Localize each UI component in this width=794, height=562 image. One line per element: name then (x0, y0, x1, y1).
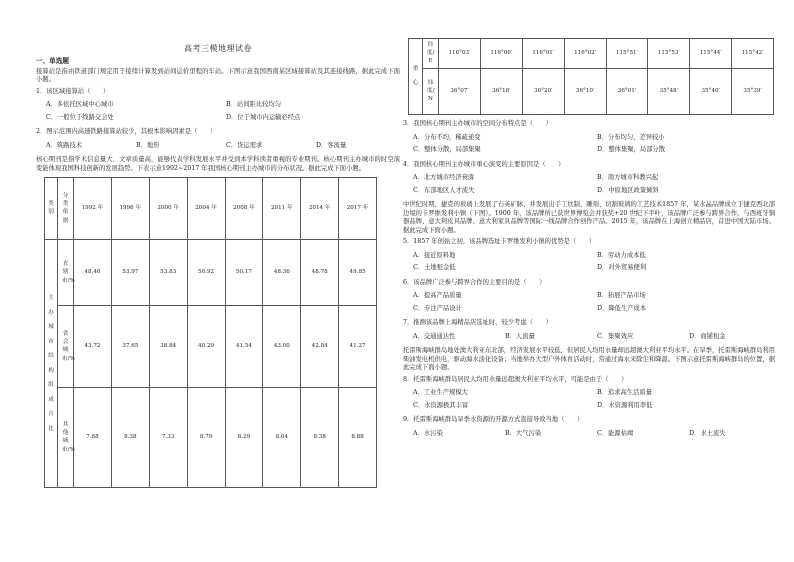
year-header: 2004 年 (187, 178, 225, 240)
option-b: B．大气污染 (505, 429, 542, 437)
option-c: C．专注产品设计 (413, 304, 462, 312)
option-c: C．货运需求 (226, 141, 263, 149)
option-c: C．整体分散，局部集聚 (413, 146, 481, 153)
table-cell: 8.29 (225, 388, 263, 488)
latitude-header: 纬度/N (423, 69, 439, 115)
option-a: A．水污染 (413, 429, 443, 437)
longitude-header: 经度/E (423, 39, 439, 69)
option-a: A．交通通达性 (413, 332, 456, 340)
option-b: B．站间距比较均匀 (226, 101, 282, 109)
table-cell: 35°40′ (690, 69, 732, 115)
year-header: 1992 年 (74, 178, 112, 240)
table-row (409, 39, 774, 69)
table-cell: 35°39′ (732, 69, 774, 115)
question-9-options (403, 430, 775, 439)
option-b: B．拓展产品市场 (597, 292, 646, 299)
page-title: 高考三模地理试卷 (184, 44, 252, 53)
option-d: D．中原地区政策倾斜 (597, 186, 659, 194)
table-cell: 7.88 (74, 388, 112, 488)
year-header: 2014 年 (301, 178, 339, 240)
question-2-options (36, 142, 400, 151)
year-header: 2011 年 (263, 178, 301, 240)
table-row (45, 240, 377, 306)
table-cell: 41.54 (225, 306, 263, 388)
table-cell: 115°42′ (732, 39, 774, 69)
option-a: A．接近原料地 (413, 251, 456, 259)
table-row (45, 306, 377, 388)
table-cell: 115°44′ (690, 39, 732, 69)
option-b: B．地形 (136, 141, 160, 149)
centroid-table (408, 38, 774, 115)
option-b: B．分布均匀，差异较小 (597, 133, 665, 141)
centroid-label: 重心 (409, 39, 423, 115)
option-a: A．北方城市经济衰落 (413, 174, 475, 181)
table-row (409, 69, 774, 115)
year-header: 2017 年 (339, 178, 377, 240)
option-a: A．分布不均，稀疏递变 (413, 133, 481, 141)
table-cell: 8.64 (263, 388, 301, 488)
question-6-options (403, 292, 775, 313)
option-c: C．水资源极其丰富 (413, 401, 469, 409)
option-d: D．客流量 (316, 141, 347, 149)
table-cell: 116°06′ (480, 39, 522, 69)
table-cell: 35°48′ (648, 69, 690, 115)
table-cell: 53.97 (111, 240, 149, 306)
option-b: B．人流量 (505, 332, 535, 340)
question-4: 4．我国核心期刊主办城市重心演变的主要原因是（ ） (403, 160, 565, 168)
option-b: B．劳动力成本低 (597, 251, 646, 259)
intro-passage-1: 接算站是指由铁道部门规定用于接续计算发到站间运价里程的车站。下图示意我国西南某区域接算站及其连接线路，据此完成下面小题。 (36, 67, 400, 84)
table-cell: 36°01′ (606, 69, 648, 115)
option-d: D．对外贸易便利 (597, 264, 647, 271)
table-cell: 115°53′ (648, 39, 690, 69)
question-6: 6．该品牌广泛参与跨界合作的主要目的是（ ） (403, 278, 546, 286)
table-cell: 43.00 (263, 306, 301, 388)
option-b: B．南方城市科教兴起 (597, 174, 659, 181)
section-heading: 一、单选题 (36, 56, 69, 65)
right-column (403, 38, 775, 444)
group-label: 主办城市结构组成占比 (45, 240, 58, 488)
question-9: 9．托雷斯海峡群岛旱季水资源的开源方式直接导致当地（ ） (403, 416, 584, 423)
question-1-options (36, 101, 400, 122)
table-cell: 115°51′ (606, 39, 648, 69)
option-c: C．土地租金低 (413, 264, 456, 271)
option-c: C．东部地区人才流失 (413, 186, 475, 194)
question-5-options (403, 252, 775, 273)
table-corner-left: 类别 (45, 178, 58, 240)
table-cell: 116°02′ (564, 39, 606, 69)
question-3-options (403, 134, 775, 155)
option-c: C．能源枯竭 (597, 429, 634, 437)
table-cell: 50.92 (187, 240, 225, 306)
option-d: D．商铺租金 (689, 332, 726, 340)
table-cell: 8.79 (187, 388, 225, 488)
question-5: 5．1857 年创始之初，该品牌选址卡罗维发利小镇的优势是（ ） (403, 238, 596, 245)
option-c: C．一般位于线路交会处 (46, 113, 114, 121)
intro-passage-3: 中世纪时期，捷克的玻璃上发展了石英矿脉，并发展出手工炊制、雕刻、切割玻璃的工艺技术1857 年，某水晶品牌成立于捷克西北部边境的卡罗维发利小镇（下图）。1900 年，该品牌所已获世界博览会并获奖+20 世纪下半叶，该品牌广泛参与跨界合作，与西班牙铜器品牌、意大利皮具品牌、意大利家具品牌等国际一线品牌合作创作产品。2015 年，该品牌在上海创立精品店，首进中国大陆市场。据此完成下面小题。 (403, 201, 775, 234)
table-cell: 36°18′ (480, 69, 522, 115)
option-c: C．集聚效应 (597, 332, 634, 340)
question-2: 2．图示范围内高速铁路接算站较少，其根本影响因素是（ ） (36, 128, 217, 136)
option-d: D．水资源利用率低 (597, 401, 653, 409)
option-a: A．工业生产规模大 (413, 389, 468, 396)
year-header: 2008 年 (225, 178, 263, 240)
option-a: A．多依托区域中心城市 (46, 101, 114, 109)
table-cell: 42.84 (301, 306, 339, 388)
table-cell: 8.38 (301, 388, 339, 488)
table-cell: 36°07′ (439, 69, 481, 115)
journal-city-table (44, 177, 377, 488)
question-1: 1．该区域接算站（ ） (36, 87, 110, 95)
question-4-options (403, 174, 775, 195)
table-cell: 116°03′ (439, 39, 481, 69)
table-row (45, 388, 377, 488)
question-8: 8．托雷斯海峡群岛居民人均用水量远超澳大利亚平均水平，可能是由于（ ） (403, 375, 628, 383)
table-cell: 43.72 (74, 306, 112, 388)
row-label: 省会城市/% (58, 306, 74, 388)
question-3: 3．我国核心期刊主办城市的空间分布特点是（ ） (403, 120, 552, 127)
table-cell: 53.83 (149, 240, 187, 306)
option-d: D．水土流失 (689, 429, 726, 437)
table-cell: 50.17 (225, 240, 263, 306)
row-label: 直辖市/% (58, 240, 74, 306)
table-cell: 48.36 (263, 240, 301, 306)
table-cell: 36°20′ (522, 69, 564, 115)
row-label: 其他城市/% (58, 388, 74, 488)
table-cell: 48.40 (74, 240, 112, 306)
table-cell: 49.85 (339, 240, 377, 306)
table-cell: 37.65 (111, 306, 149, 388)
question-7: 7．推测该品牌上海精品店选址时，较少考虑（ ） (403, 319, 552, 326)
table-cell: 38.84 (149, 306, 187, 388)
option-d: D．位于城市内运输必经点 (226, 113, 301, 121)
question-7-options (403, 333, 775, 342)
option-b: B．追求高生活质量 (597, 389, 653, 396)
option-d: D．降低生产成本 (597, 304, 647, 312)
question-8-options (403, 389, 775, 410)
table-corner-top: 分类依据 (58, 178, 74, 240)
left-column (36, 40, 400, 488)
table-cell: 7.33 (149, 388, 187, 488)
intro-passage-2: 核心期刊是指学术信息量大、文章质量高，能够代表学科发展水平并受到本学科读者重视的专业期刊。核心期刊主办城市的时空演变能体现我国科技创新的发展趋势。下表示意1992~2017 年我国核心期刊主办城市的分布状况。据此完成下面小题。 (36, 156, 400, 172)
option-a: A．提高产品质量 (413, 292, 462, 299)
option-d: D．整体集聚，局部分散 (597, 146, 666, 153)
table-cell: 36°10′ (564, 69, 606, 115)
option-a: A．筑路技术 (46, 141, 83, 149)
year-header: 2000 年 (149, 178, 187, 240)
table-cell: 8.38 (111, 388, 149, 488)
year-header: 1996 年 (111, 178, 149, 240)
table-cell: 48.78 (301, 240, 339, 306)
table-cell: 41.27 (339, 306, 377, 388)
table-cell: 8.88 (339, 388, 377, 488)
intro-passage-4: 托雷斯海峡群岛地处澳大利亚东北部，经济发展水平较低，但居民人均用水量却远超澳大利亚平均水平。在旱季，托雷斯海峡群岛利用柴油发电机供电，驱动海水淡化设备；当地举办大型户外体育活动时，常通过海水来除尘和降温。下图示意托雷斯海峡群岛的位置，据此完成下面小题。 (403, 347, 775, 371)
table-cell: 116°01′ (522, 39, 564, 69)
table-cell: 40.29 (187, 306, 225, 388)
